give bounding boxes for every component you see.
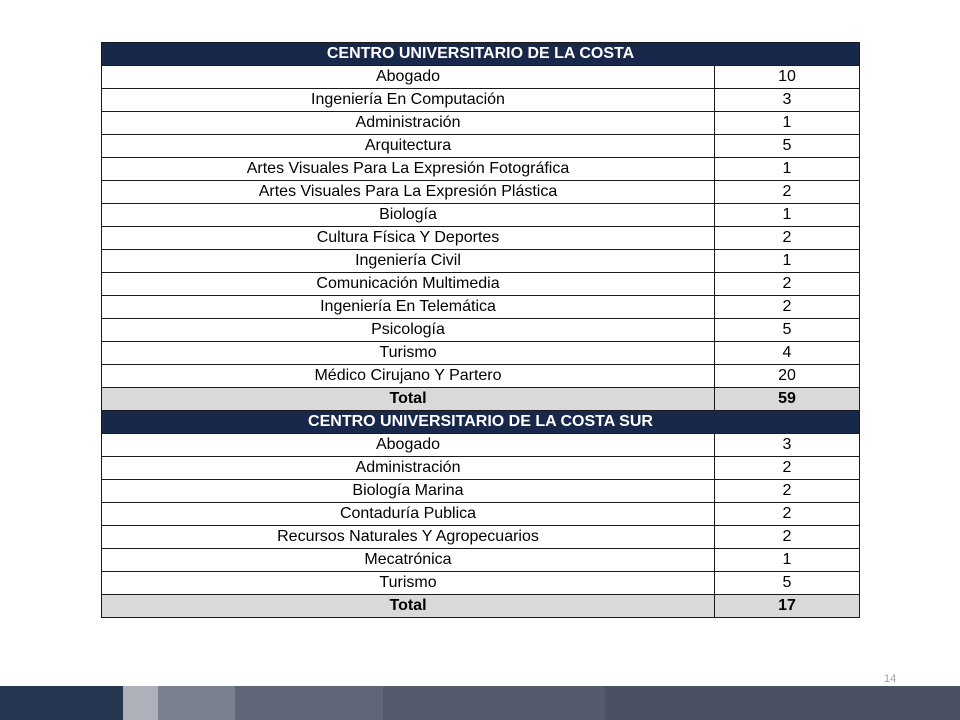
count-cell: 3 bbox=[715, 89, 860, 112]
count-cell: 1 bbox=[715, 250, 860, 273]
count-cell: 5 bbox=[715, 319, 860, 342]
career-name-cell: Turismo bbox=[102, 572, 715, 595]
count-cell: 10 bbox=[715, 66, 860, 89]
count-cell: 2 bbox=[715, 181, 860, 204]
count-cell: 1 bbox=[715, 158, 860, 181]
footer-segment bbox=[0, 686, 123, 720]
career-name-cell: Abogado bbox=[102, 66, 715, 89]
table-row bbox=[102, 572, 860, 595]
footer-segment bbox=[383, 686, 605, 720]
count-cell: 5 bbox=[715, 572, 860, 595]
career-name-cell: Ingeniería En Computación bbox=[102, 89, 715, 112]
career-name-cell: Ingeniería En Telemática bbox=[102, 296, 715, 319]
table-row bbox=[102, 66, 860, 89]
table-row bbox=[102, 89, 860, 112]
footer-segment bbox=[123, 686, 158, 720]
career-name-cell: Mecatrónica bbox=[102, 549, 715, 572]
count-cell: 2 bbox=[715, 296, 860, 319]
table-row bbox=[102, 319, 860, 342]
table-row bbox=[102, 273, 860, 296]
section-header: CENTRO UNIVERSITARIO DE LA COSTA SUR bbox=[102, 411, 860, 434]
section-header: CENTRO UNIVERSITARIO DE LA COSTA bbox=[102, 43, 860, 66]
footer-segment bbox=[605, 686, 960, 720]
table-row bbox=[102, 227, 860, 250]
career-name-cell: Biología bbox=[102, 204, 715, 227]
count-cell: 2 bbox=[715, 526, 860, 549]
career-name-cell: Administración bbox=[102, 457, 715, 480]
table-row bbox=[102, 135, 860, 158]
table-row bbox=[102, 365, 860, 388]
count-cell: 1 bbox=[715, 204, 860, 227]
count-cell: 20 bbox=[715, 365, 860, 388]
table-row bbox=[102, 112, 860, 135]
total-value: 17 bbox=[715, 595, 860, 618]
career-name-cell: Administración bbox=[102, 112, 715, 135]
career-name-cell: Médico Cirujano Y Partero bbox=[102, 365, 715, 388]
count-cell: 1 bbox=[715, 549, 860, 572]
career-name-cell: Turismo bbox=[102, 342, 715, 365]
career-name-cell: Artes Visuales Para La Expresión Fotográfica bbox=[102, 158, 715, 181]
total-label: Total bbox=[102, 388, 715, 411]
count-cell: 2 bbox=[715, 480, 860, 503]
table-row bbox=[102, 181, 860, 204]
career-name-cell: Recursos Naturales Y Agropecuarios bbox=[102, 526, 715, 549]
count-cell: 3 bbox=[715, 434, 860, 457]
table-row bbox=[102, 526, 860, 549]
total-row bbox=[102, 388, 860, 411]
count-cell: 2 bbox=[715, 273, 860, 296]
total-value: 59 bbox=[715, 388, 860, 411]
total-row bbox=[102, 595, 860, 618]
section-header-row bbox=[102, 411, 860, 434]
career-name-cell: Abogado bbox=[102, 434, 715, 457]
count-cell: 2 bbox=[715, 503, 860, 526]
table-row bbox=[102, 250, 860, 273]
career-name-cell: Artes Visuales Para La Expresión Plástica bbox=[102, 181, 715, 204]
table-row bbox=[102, 158, 860, 181]
count-cell: 2 bbox=[715, 457, 860, 480]
footer-segment bbox=[158, 686, 235, 720]
count-cell: 4 bbox=[715, 342, 860, 365]
table-row bbox=[102, 480, 860, 503]
total-label: Total bbox=[102, 595, 715, 618]
table-row bbox=[102, 503, 860, 526]
enrollment-table bbox=[101, 42, 860, 618]
footer-segment bbox=[235, 686, 383, 720]
table-row bbox=[102, 296, 860, 319]
count-cell: 1 bbox=[715, 112, 860, 135]
career-name-cell: Ingeniería Civil bbox=[102, 250, 715, 273]
career-name-cell: Biología Marina bbox=[102, 480, 715, 503]
table-row bbox=[102, 549, 860, 572]
table-row bbox=[102, 434, 860, 457]
table-row bbox=[102, 204, 860, 227]
career-name-cell: Comunicación Multimedia bbox=[102, 273, 715, 296]
page-number: 14 bbox=[884, 673, 897, 685]
career-name-cell: Arquitectura bbox=[102, 135, 715, 158]
section-header-row bbox=[102, 43, 860, 66]
table-row bbox=[102, 457, 860, 480]
career-name-cell: Psicología bbox=[102, 319, 715, 342]
footer-bar bbox=[0, 686, 960, 720]
table-row bbox=[102, 342, 860, 365]
count-cell: 2 bbox=[715, 227, 860, 250]
career-name-cell: Cultura Física Y Deportes bbox=[102, 227, 715, 250]
count-cell: 5 bbox=[715, 135, 860, 158]
career-name-cell: Contaduría Publica bbox=[102, 503, 715, 526]
